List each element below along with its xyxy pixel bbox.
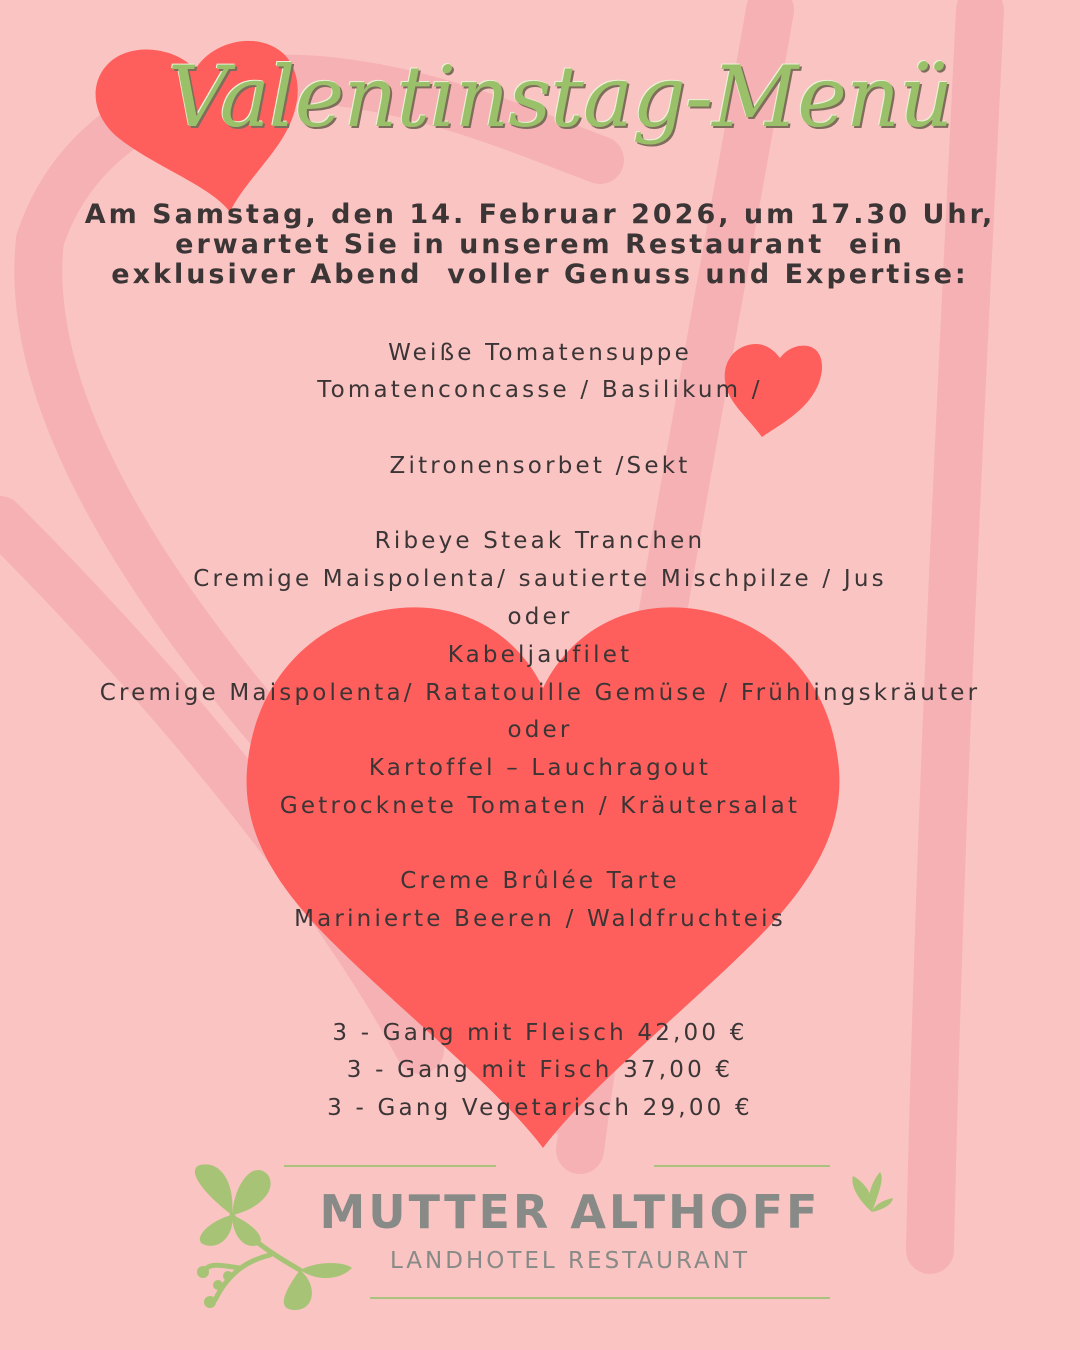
- starter-title: Weiße Tomatensuppe: [388, 340, 692, 366]
- main1-title: Ribeye Steak Tranchen: [374, 528, 706, 554]
- logo-rule-top-left: [284, 1165, 496, 1167]
- dessert-description: Marinierte Beeren / Waldfruchteis: [294, 906, 786, 932]
- price-fish: 3 - Gang mit Fisch 37,00 €: [346, 1057, 734, 1083]
- price-vegetarian: 3 - Gang Vegetarisch 29,00 €: [327, 1095, 753, 1121]
- main3-description: Getrocknete Tomaten / Kräutersalat: [279, 793, 801, 819]
- main2-title: Kabeljaufilet: [447, 642, 633, 668]
- logo-subtitle: LANDHOTEL RESTAURANT: [389, 1248, 751, 1274]
- intermezzo: Zitronensorbet /Sekt: [389, 453, 691, 479]
- main2-description: Cremige Maispolenta/ Ratatouille Gemüse / Frühlingskräuter: [99, 680, 981, 706]
- logo-rule-top-right: [654, 1165, 830, 1167]
- dessert-title: Creme Brûlée Tarte: [400, 868, 680, 894]
- page-title: Valentinstag-Menü: [167, 48, 953, 146]
- or-separator: oder: [507, 717, 573, 743]
- intro-text: [40, 200, 1040, 290]
- intro-line: erwartet Sie in unserem Restaurant ein: [175, 229, 905, 260]
- leaf-icon: [852, 1172, 893, 1212]
- starter-description: Tomatenconcasse / Basilikum /: [317, 377, 763, 403]
- price-meat: 3 - Gang mit Fleisch 42,00 €: [332, 1020, 748, 1046]
- logo-name: MUTTER ALTHOFF: [319, 1185, 821, 1239]
- logo-rule-bottom: [370, 1297, 830, 1299]
- intro-line: Am Samstag, den 14. Februar 2026, um 17.30 Uhr,: [84, 199, 996, 230]
- main3-title: Kartoffel – Lauchragout: [368, 755, 712, 781]
- or-separator: oder: [507, 604, 573, 630]
- main1-description: Cremige Maispolenta/ sautierte Mischpilze / Jus: [193, 566, 887, 592]
- intro-line: exklusiver Abend voller Genuss und Expertise:: [111, 259, 969, 290]
